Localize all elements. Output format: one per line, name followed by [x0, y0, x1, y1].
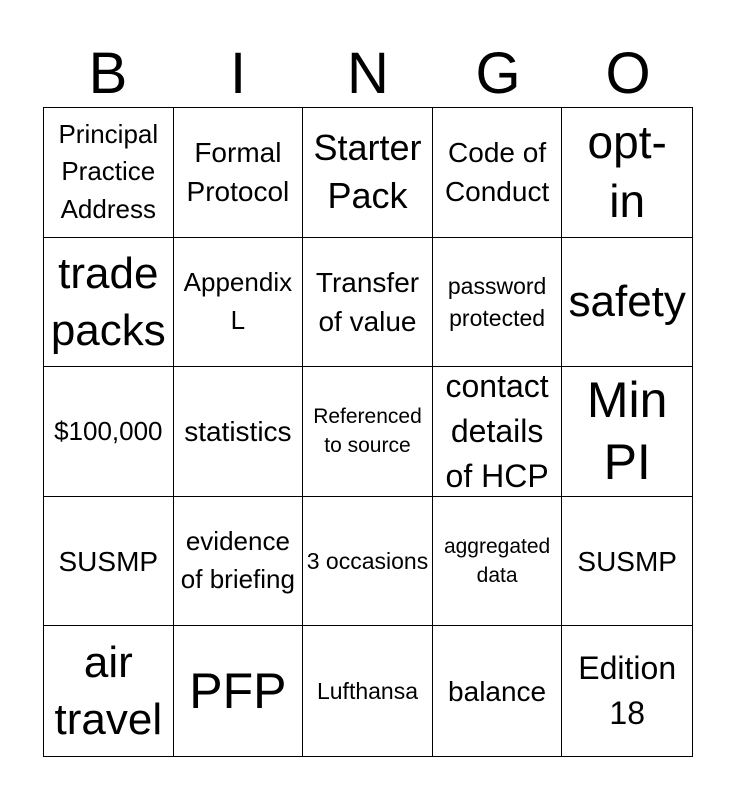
bingo-board	[43, 107, 693, 757]
bingo-cell-r5c5[interactable]	[562, 626, 692, 756]
bingo-cell-r2c2[interactable]	[174, 238, 304, 368]
cell-label: Edition 18	[578, 650, 677, 732]
header-letter-i: I	[229, 41, 247, 106]
cell-label: safety	[568, 277, 686, 327]
bingo-cell-r1c2[interactable]	[174, 108, 304, 238]
cell-label: Code of Conduct	[444, 137, 550, 208]
bingo-cell-r2c5[interactable]	[562, 238, 692, 368]
header-letter-b: B	[88, 41, 128, 106]
bingo-cell-r2c4[interactable]	[433, 238, 563, 368]
bingo-cell-r4c1[interactable]	[44, 497, 174, 627]
bingo-cell-r5c4[interactable]	[433, 626, 563, 756]
bingo-cell-r3c2[interactable]	[174, 367, 304, 497]
cell-label: Referenced to source	[313, 405, 422, 458]
cell-label: PFP	[189, 662, 287, 719]
cell-label: opt-in	[587, 115, 667, 228]
bingo-cell-r5c1[interactable]	[44, 626, 174, 756]
bingo-cell-r1c1[interactable]	[44, 108, 174, 238]
bingo-cell-r5c3[interactable]	[303, 626, 433, 756]
cell-label: Formal Protocol	[186, 137, 290, 208]
cell-label: evidence of briefing	[180, 526, 295, 595]
bingo-cell-r4c3[interactable]	[303, 497, 433, 627]
cell-label: SUSMP	[577, 545, 677, 577]
header-letter-g: G	[475, 41, 521, 106]
bingo-cell-r3c5[interactable]	[562, 367, 692, 497]
bingo-cell-r1c5[interactable]	[562, 108, 692, 238]
cell-label: Starter Pack	[313, 126, 422, 217]
cell-label: air travel	[54, 638, 163, 745]
cell-label: 3 occasions	[306, 548, 429, 574]
cell-label: contact details of HCP	[445, 368, 549, 494]
header-letter-n: N	[347, 41, 389, 106]
bingo-cell-r4c4[interactable]	[433, 497, 563, 627]
bingo-cell-r4c2[interactable]	[174, 497, 304, 627]
cell-label: statistics	[184, 415, 292, 447]
cell-label: Min PI	[586, 371, 668, 491]
cell-label: password protected	[447, 272, 547, 331]
cell-label: trade packs	[50, 248, 166, 355]
bingo-cell-r3c3[interactable]	[303, 367, 433, 497]
cell-label: Transfer of value	[315, 266, 420, 337]
bingo-cell-r1c3[interactable]	[303, 108, 433, 238]
header-letter-o: O	[605, 41, 651, 106]
cell-label: Appendix L	[183, 267, 293, 335]
cell-label: $100,000	[54, 415, 163, 446]
bingo-cell-r3c1[interactable]	[44, 367, 174, 497]
cell-label: Lufthansa	[316, 678, 418, 705]
cell-label: SUSMP	[58, 545, 159, 577]
bingo-cell-r2c3[interactable]	[303, 238, 433, 368]
cell-label: Principal Practice Address	[58, 118, 159, 225]
cell-label: aggregated data	[443, 534, 551, 588]
bingo-cell-r5c2[interactable]	[174, 626, 304, 756]
bingo-cell-r2c1[interactable]	[44, 238, 174, 368]
bingo-cell-r1c4[interactable]	[433, 108, 563, 238]
bingo-cell-r3c4[interactable]	[433, 367, 563, 497]
cell-label: balance	[448, 675, 547, 707]
bingo-header	[43, 42, 693, 106]
bingo-cell-r4c5[interactable]	[562, 497, 692, 627]
